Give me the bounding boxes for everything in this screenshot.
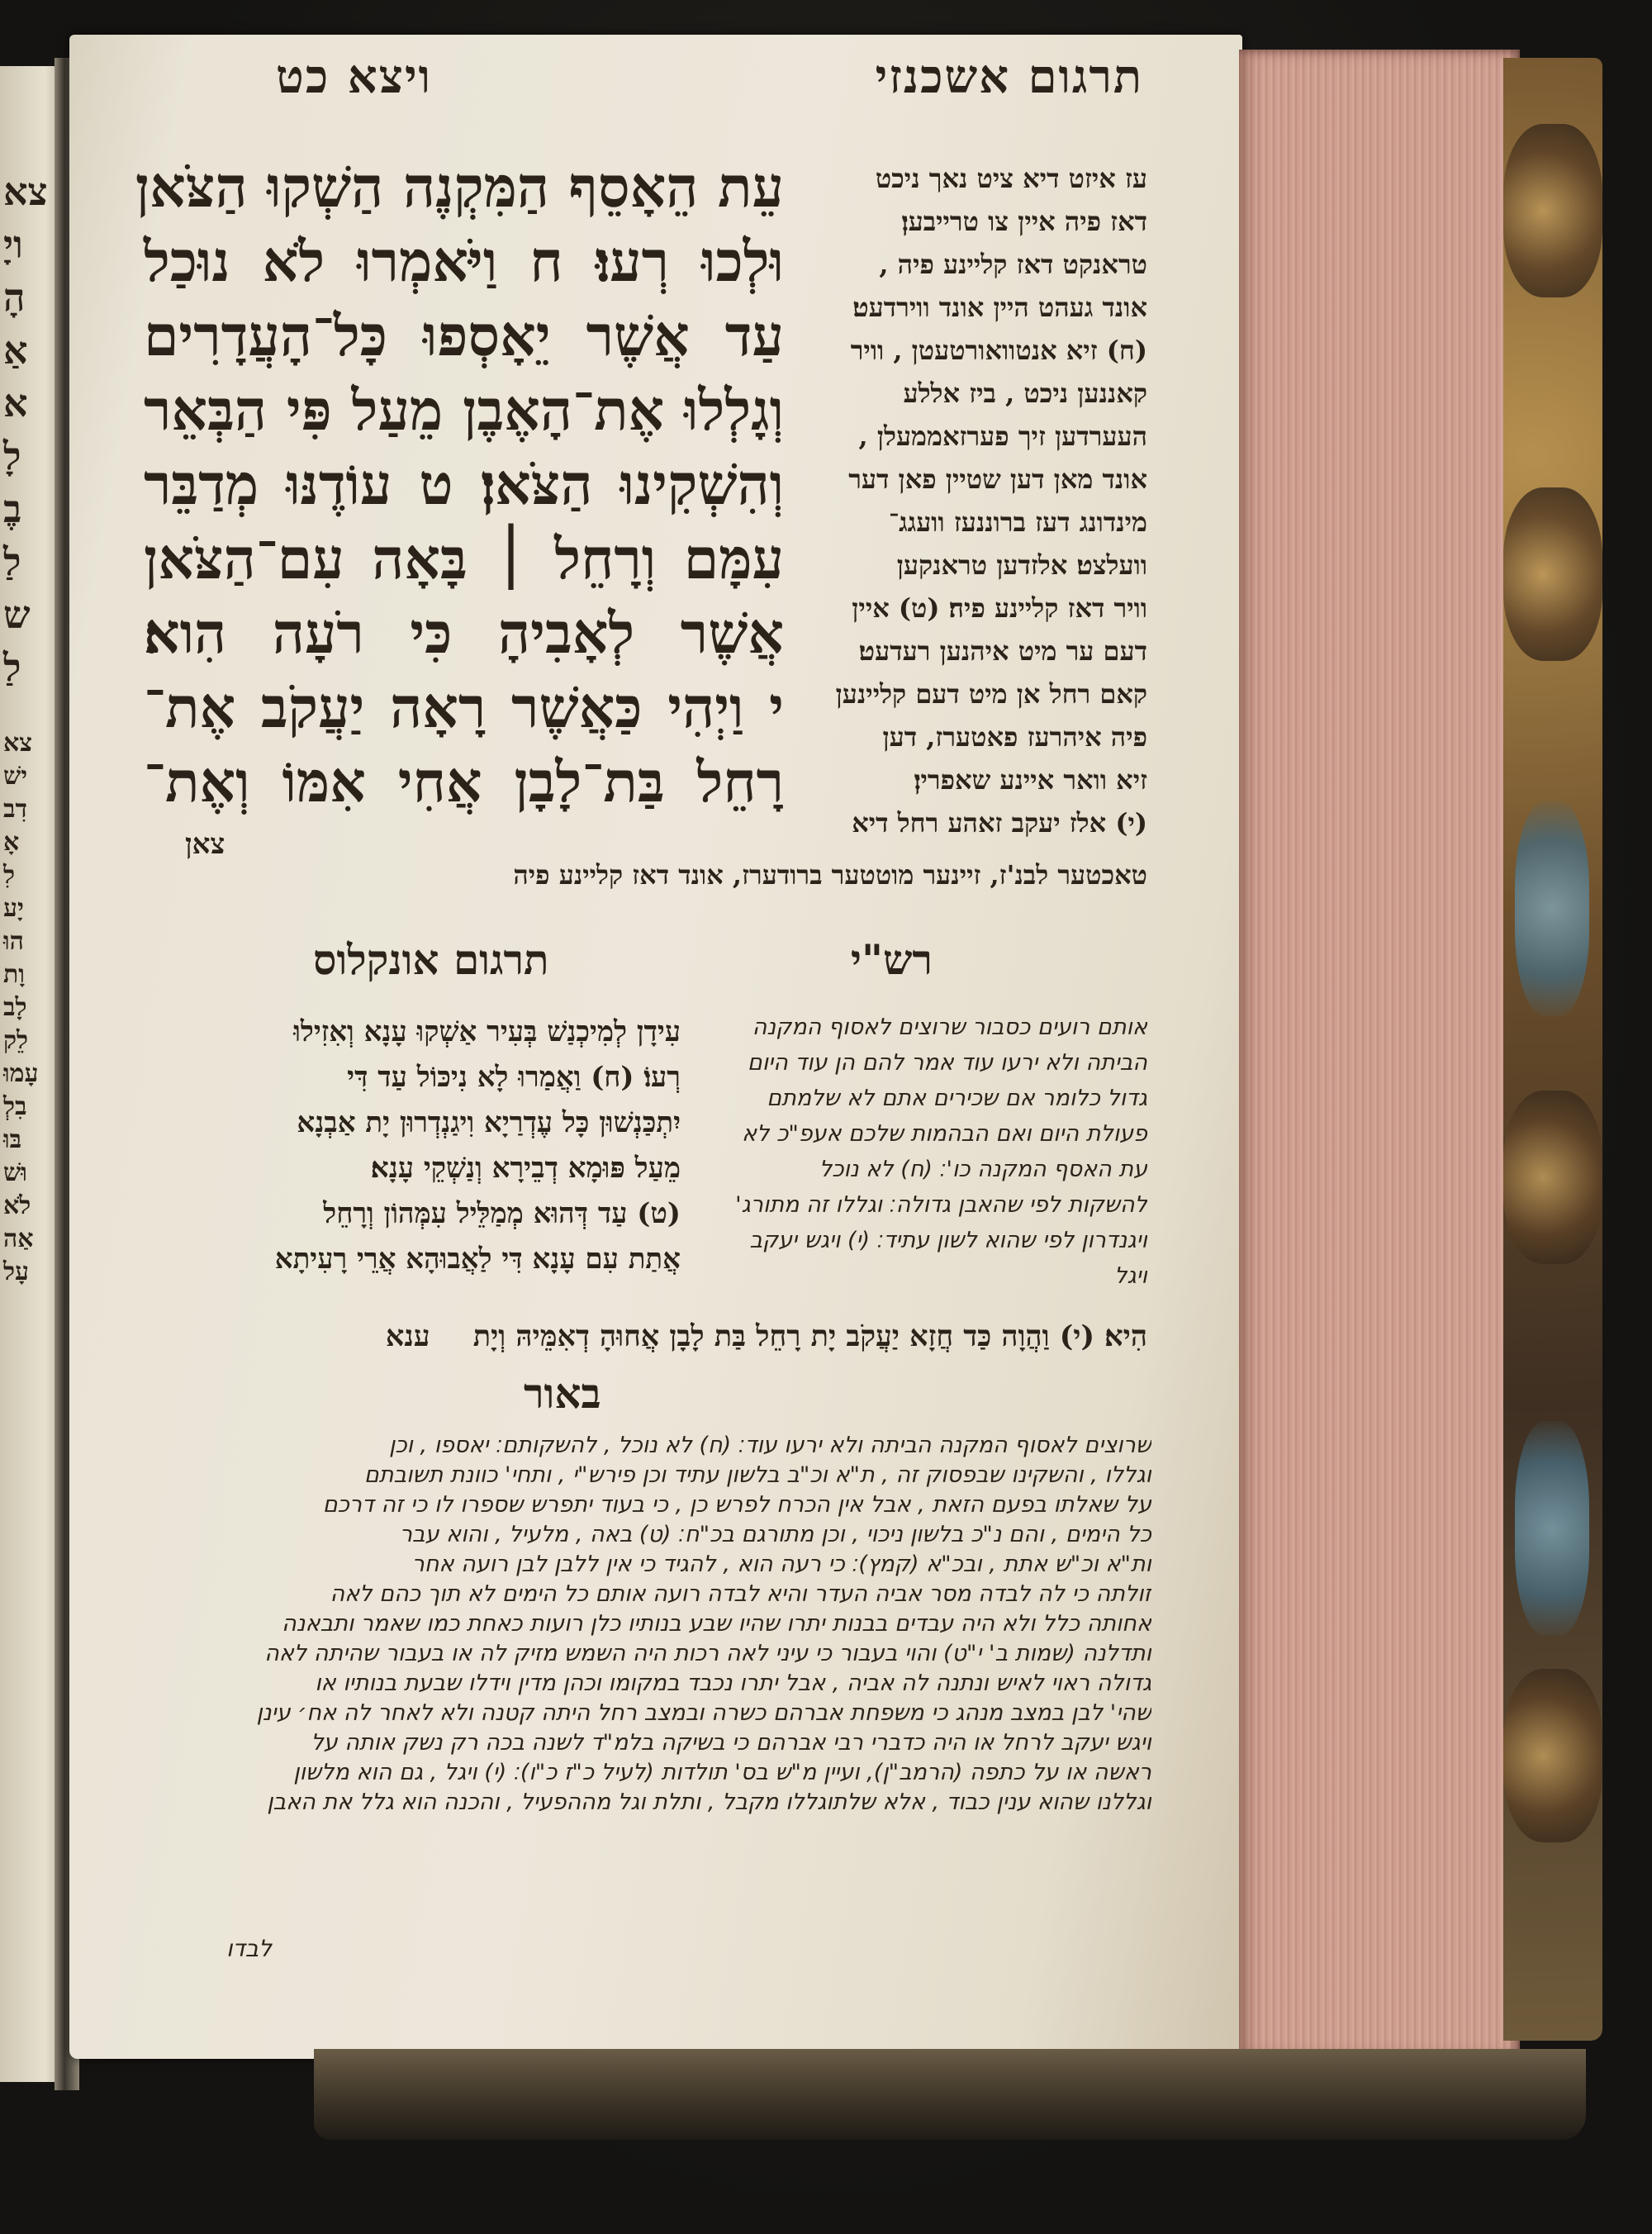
facing-page-fragment-line: עָמוּ <box>3 1059 39 1088</box>
facing-page-fragment-line: ש <box>3 592 31 637</box>
yiddish-translation-column <box>726 157 1147 844</box>
rashi-commentary <box>664 1010 1147 1294</box>
facing-page-fragment-line: לַ <box>3 645 21 690</box>
yiddish-fullwidth-line: טאכטער לבנ'ז, זיינער מוטטער ברודערז, אונד דאז קליינע פיה <box>513 859 1147 891</box>
facing-page-fragment-line: הוּ <box>3 927 24 956</box>
beur-line: שהי' לבן במצב מנהג כי משפחת אברהם כשרה ובמצב רחל היתה קטנה ולא לאחר לה אח׳ עינן <box>256 1700 1151 1726</box>
facing-page-fragment-line: צא <box>3 169 48 214</box>
rashi-heading: רש"י <box>850 935 933 984</box>
beur-line: גדולה ראוי לאיש ונתנה לה אביה , אבל יתרו נכבד במקומו וכהן מדין וידלו שבעת בנותיו או <box>315 1671 1151 1696</box>
yiddish-line: זיא וואר איינע שאפרין׃ <box>914 764 1147 796</box>
onkelos-heading: תרגום אונקלוס <box>313 935 549 984</box>
yiddish-line: אונד מאן דען שטיין פאן דער <box>848 463 1147 495</box>
verse-line: אֲשֶׁר לְאָבִיהָ כִּי רֹעָה הִוא׃ <box>144 601 784 667</box>
facing-page-fragment-line: עָל <box>3 1257 30 1286</box>
facing-page-fragment-line: אַה <box>3 1224 34 1253</box>
beur-line: שרוצים לאסוף המקנה הביתה ולא ירעו עוד׃ (ח) לא נוכל , להשקותם׃ יאספו , וכן <box>388 1433 1151 1458</box>
onkelos-line: (ט) עַד דְּהוּא מְמַלֵּיל עִמְּהוֹן וְרָחֵל <box>323 1197 681 1230</box>
verse-line: עֵת הֵאָסֵף הַמִּקְנֶה הַשְׁקוּ הַצֹּאן <box>135 154 784 221</box>
onkelos-fullwidth-line <box>74 1319 1147 1353</box>
running-head-left: ויצא כט <box>276 50 432 104</box>
yiddish-line: קאם רחל אן מיט דעם קליינען <box>835 678 1147 710</box>
beur-line: ראשה או על כתפה (הרמב"ן), ועיין מ"ש בס' תולדות (לעיל כ"ז כ"ו)׃ (י) ויגל , גם הוא מלשון <box>293 1760 1151 1785</box>
facing-page-fragment-line: בֶ <box>3 487 22 531</box>
yiddish-line: וויר דאז קליינע פיה׃ (ט) איין <box>852 592 1147 624</box>
verse-line: רָחֵל בַּת־לָבָן אֲחִי אִמּוֹ וְאֶת־ <box>144 749 784 815</box>
yiddish-line: וועלצט׃ אלזדען טראנקען <box>896 549 1147 581</box>
yiddish-line: (י) אלז יעקב זאהע רחל דיא <box>852 807 1147 839</box>
rashi-line: פעולת היום ואם הבהמות שלכם אעפ"כ לא <box>742 1121 1147 1147</box>
rashi-line: ויגנדרון לפי שהוא לשון עתיד׃ (י) ויגש יעקב <box>749 1228 1147 1253</box>
onkelos-line: אֲתַת עִם עָנָא דִּי לַאֲבוּהָא אֲרֵי רָעִיתָא <box>274 1243 681 1276</box>
verse-line: עִמָּם וְרָחֵל ׀ בָּאָה עִם־הַצֹּאן <box>144 526 784 592</box>
yiddish-line: טראנקט דאז קליינע פיה , <box>879 249 1147 280</box>
beur-line: וגללו , והשקינו שבפסוק זה , ת"א וכ"ב בלשון עתיד וכן פירש"י , ותחי' כוונת תשובתם <box>363 1462 1151 1488</box>
main-hebrew-text <box>135 150 784 820</box>
onkelos-fullwidth-text: הִיא׃ (י) וַהֲוָה כַּד חֲזָא יַעֲקֹב יָת רָחֵל בַּת לָבָן אֲחוּהָ דְאִמֵּיהּ וְיָת <box>472 1319 1147 1353</box>
verse-line: י וַיְהִי כַּאֲשֶׁר רָאָה יַעֲקֹב אֶת־ <box>144 675 784 741</box>
beur-line: וגללנו שהוא ענין כבוד , אלא שלתוגללו מקבל , ותלת וגל מההפעיל , והכנה הוא גלל את האבן <box>267 1790 1151 1815</box>
facing-page-fragment-line: לַ <box>3 539 21 584</box>
yiddish-line: פיה איהרעז פאטערז, דען <box>882 721 1147 753</box>
beur-line: ות"א וכ"ש אתת , ובכ"א (קמץ)׃ כי רעה הוא , להגיד כי אין ללבן לבן רועה אחר <box>411 1552 1151 1577</box>
rashi-line: הביתה ולא ירעו עוד אמר להם הן עוד היום <box>747 1050 1147 1076</box>
onkelos-targum <box>160 1010 681 1282</box>
page-content <box>69 35 1242 2059</box>
rashi-line: להשקות לפי שהאבן גדולה׃ וגללו זה מתורג' <box>735 1192 1147 1218</box>
facing-page-fragment-line: בּוּ <box>3 1125 22 1154</box>
facing-page-fragment-line: דִב <box>3 795 27 824</box>
rashi-line: גדול כלומר אם שכירים אתם לא שלמתם <box>767 1086 1147 1111</box>
facing-page-fragment-line: לָ <box>3 434 21 478</box>
facing-page-fragment-line: ויָ <box>3 222 23 267</box>
yiddish-line: אונד געהט היין אונד ווירדעט׃ <box>852 292 1147 323</box>
catchword-main: צאן <box>185 828 225 861</box>
rashi-line: ויגל <box>1114 1263 1147 1289</box>
verse-line: וְהִשְׁקִינוּ הַצֹּאן׃ ט עוֹדֶנּוּ מְדַבֵּר <box>144 452 784 518</box>
facing-page-fragment-line: צא <box>3 729 32 758</box>
beur-line: כל הימים , והם נ"כ בלשון ניכוי , וכן מתורגם בכ"ח׃ (ט) באה , מלעיל , והוא עבר <box>399 1522 1151 1547</box>
onkelos-line: יִתְכַּנְשׁוּן כָּל עֶדְרַיָא וִיגַנְדְרוּן יָת אַבְנָא <box>297 1106 681 1139</box>
beur-commentary <box>78 1431 1151 1818</box>
yiddish-line: (ח) זיא אנטוואורטעטן , וויר <box>850 335 1147 366</box>
running-head-right: תרגום אשכנזי <box>875 50 1143 104</box>
yiddish-line: העערדען זיך פערזאממעלן , <box>858 421 1147 452</box>
facing-page-fragment-line: א <box>3 381 28 425</box>
facing-page-fragment-line: ישׁ <box>3 762 28 791</box>
facing-page-fragment-line: אָ <box>3 828 20 857</box>
yiddish-line: דעם ער מיט איהנען רעדעט׃ <box>858 635 1147 667</box>
facing-page-fragment-line: הָ <box>3 275 26 320</box>
facing-page-fragment-line: לֹא <box>3 1191 31 1220</box>
verse-line: עַד אֲשֶׁר יֵאָסְפוּ כָּל־הָעֲדָרִים <box>144 303 784 369</box>
onkelos-line: רְעוֹ׃ (ח) וַאֲמַרוּ לָא נִיכּוֹל עַד דִּי <box>347 1061 681 1094</box>
facing-page-fragment-line: לָב <box>3 993 27 1022</box>
onkelos-catchword: ענא <box>385 1319 430 1353</box>
facing-page-fragment-line: וָת <box>3 960 25 989</box>
facing-page-fragment-line: יָע <box>3 894 24 923</box>
beur-line: על שאלתו בפעם הזאת , אבל אין הכרח לפרש כן , כי בעוד יתפרש שספרו לו כי זה דרכם <box>322 1492 1151 1518</box>
yiddish-line: עז איזט דיא ציט נאך ניכט <box>875 163 1147 194</box>
verse-line: וְגָלְלוּ אֶת־הָאֶבֶן מֵעַל פִּי הַבְּאֵר <box>144 378 784 444</box>
yiddish-line: קאננען ניכט , ביז אללע <box>903 378 1147 409</box>
verse-line: וּלְכוּ רְעוּ׃ ח וַיֹּאמְרוּ לֹא נוּכַל <box>144 229 784 295</box>
facing-page-fragment-line: לֵק <box>3 1026 29 1055</box>
book-cover-bottom <box>314 2049 1586 2140</box>
rashi-line: עת האסף המקנה כו'׃ (ח) לא נוכל <box>819 1157 1147 1182</box>
beur-heading: באור <box>524 1369 601 1418</box>
yiddish-line: מינדונג דעז ברוננעז וועגג־ <box>888 506 1147 538</box>
beur-line: ותדלנה (שמות ב' י"ט) והוי בעבור כי עיני לאה רכות היה השמש מזיק לה או בעבור שהיתה לאה <box>264 1641 1151 1666</box>
onkelos-line: עִידָן לְמִיכְנַשׁ בְּעִיר אַשְׁקוּ עָנָא וְאִזִילוּ <box>293 1015 681 1048</box>
facing-page-fragment-line: וּשׁ <box>3 1158 27 1187</box>
facing-page-fragment-line: בִלְ <box>3 1092 27 1121</box>
catchword-page-end: לבדו <box>226 1935 273 1962</box>
yiddish-line: דאז פיה איין צו טרייבען׃ <box>901 206 1147 237</box>
beur-line: ויגש יעקב לרחל או היה כדברי רבי אברהם כי בשיקה בלמ"ד לשנה בכה רק נשק אותה על <box>311 1730 1151 1756</box>
beur-line: אחותה כלל ולא היה עבדים בבנות יתרו שהיו שבע בנותיו כלן רועות כאחת כמו שאמר ותבאנה <box>282 1611 1151 1637</box>
page-edges <box>1239 50 1520 2057</box>
facing-page-fragment-line: אַ <box>3 328 28 373</box>
marbled-cover <box>1503 58 1602 2041</box>
rashi-line: אותם רועים כסבור שרוצים לאסוף המקנה <box>752 1015 1147 1040</box>
beur-line: זולתה כי לה לבדה מסר אביה העדר והיא לבדה רועה אותם כל הימים לא תוך כהם לאה <box>330 1581 1151 1607</box>
onkelos-line: מֵעַל פּוּמָא דְבֵירָא וְנַשְׁקֵי עָנָא׃ <box>370 1152 681 1185</box>
facing-page-fragment-line: לִ <box>3 861 16 890</box>
